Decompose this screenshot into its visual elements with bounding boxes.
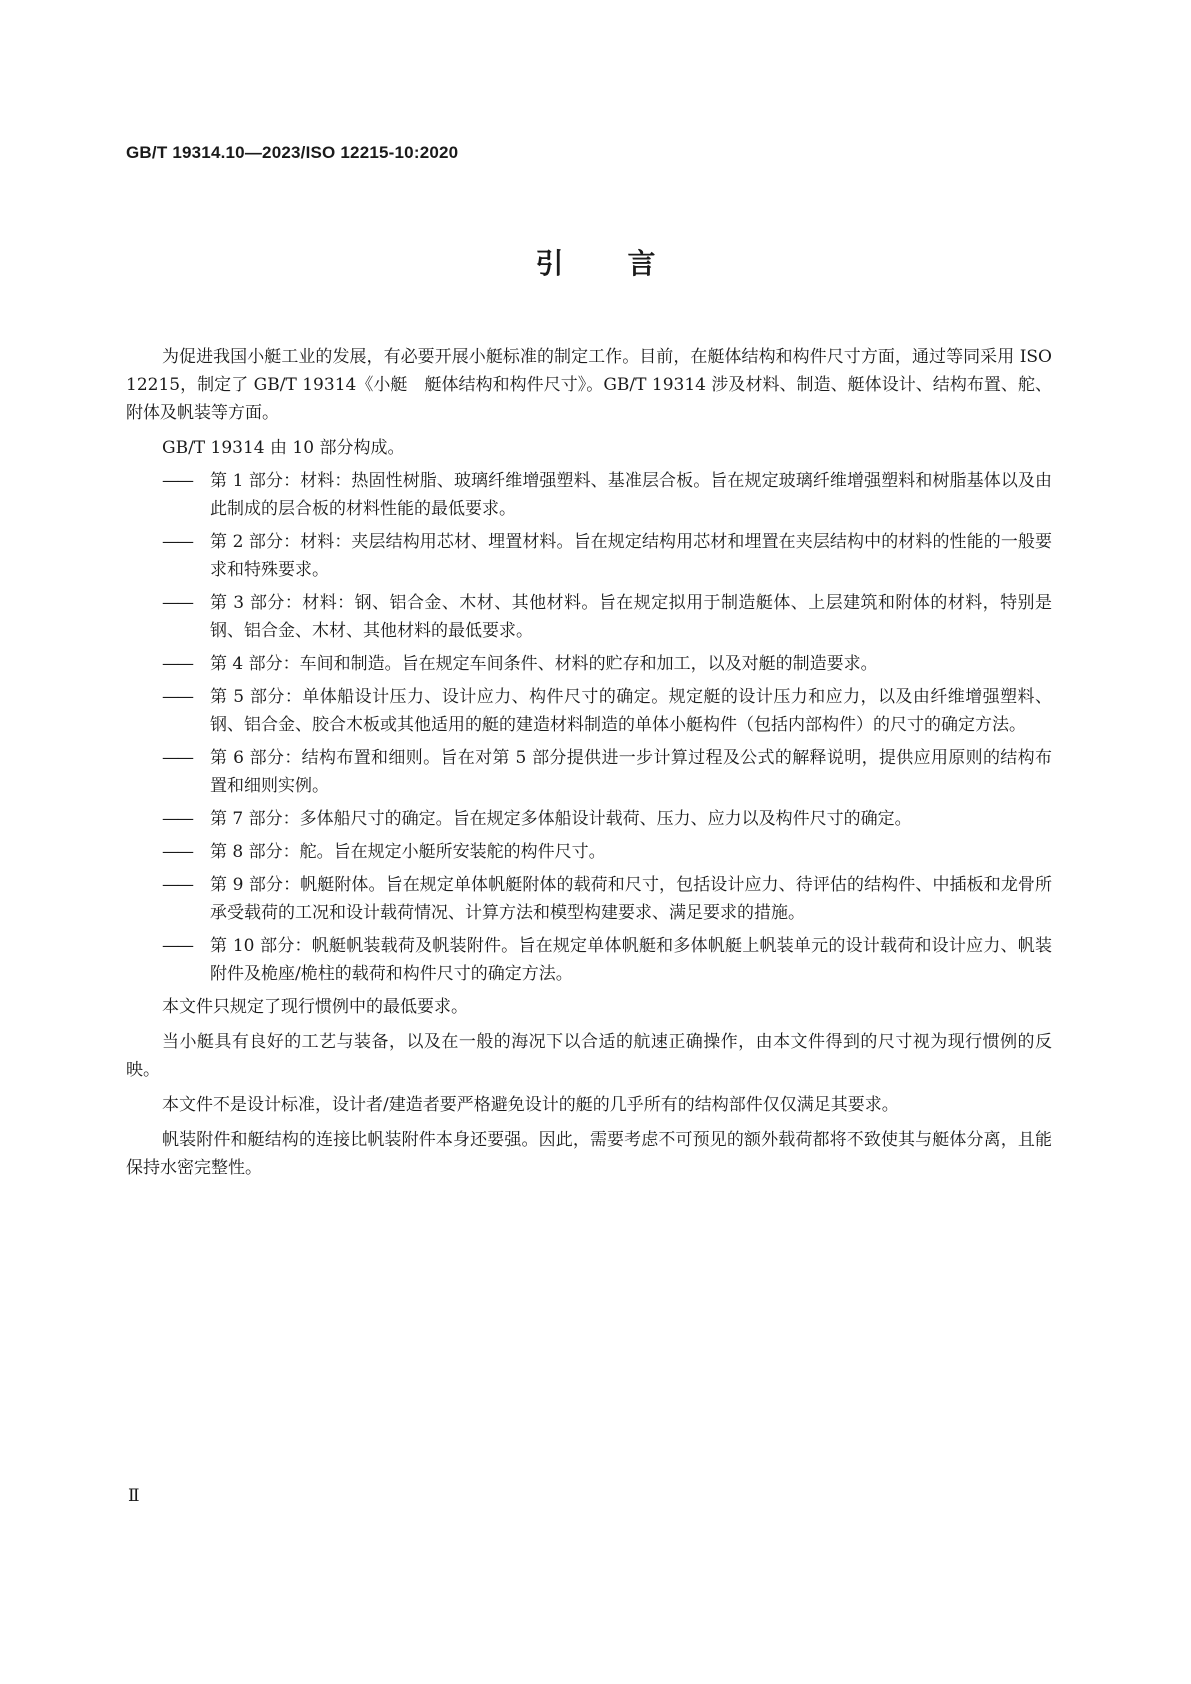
parts-list [126, 467, 1052, 988]
part-2-text: 第 2 部分：材料：夹层结构用芯材、埋置材料。旨在规定结构用芯材和埋置在夹层结构中的材料的性能的一般要求和特殊要求。 [210, 532, 1052, 580]
part-5-text: 第 5 部分：单体船设计压力、设计应力、构件尺寸的确定。规定艇的设计压力和应力，以及由纤维增强塑料、钢、铝合金、胶合木板或其他适用的艇的建造材料制造的单体小艇构件（包括内部构件）的尺寸的确定方法。 [210, 687, 1052, 735]
list-item [126, 589, 1052, 645]
intro-paragraph: 为促进我国小艇工业的发展，有必要开展小艇标准的制定工作。目前，在艇体结构和构件尺寸方面，通过等同采用 ISO 12215，制定了 GB/T 19314《小艇 艇体结构和构件尺寸》。GB/T 19314 涉及材料、制造、艇体设计、结构布置、舵、附体及帆装等方面。 [126, 347, 1052, 423]
dash-marker: —— [162, 654, 192, 674]
dash-marker: —— [162, 471, 192, 491]
document-header-code: GB/T 19314.10—2023/ISO 12215-10:2020 [126, 143, 459, 162]
part-4-text: 第 4 部分：车间和制造。旨在规定车间条件、材料的贮存和加工，以及对艇的制造要求。 [210, 654, 878, 674]
list-item [126, 838, 1052, 866]
dash-marker: —— [162, 748, 192, 768]
list-item [126, 467, 1052, 523]
document-body [126, 343, 1052, 1189]
page-number: Ⅱ [128, 1486, 140, 1506]
closing-paragraph-3: 本文件不是设计标准，设计者/建造者要严格避免设计的艇的几乎所有的结构部件仅仅满足其要求。 [162, 1095, 899, 1115]
list-item [126, 805, 1052, 833]
dash-marker: —— [162, 842, 192, 862]
list-item [126, 932, 1052, 988]
dash-marker: —— [162, 687, 192, 707]
part-10-text: 第 10 部分：帆艇帆装载荷及帆装附件。旨在规定单体帆艇和多体帆艇上帆装单元的设计载荷和设计应力、帆装附件及桅座/桅柱的载荷和构件尺寸的确定方法。 [210, 936, 1052, 984]
list-item [126, 650, 1052, 678]
part-3-text: 第 3 部分：材料：钢、铝合金、木材、其他材料。旨在规定拟用于制造艇体、上层建筑和附体的材料，特别是钢、铝合金、木材、其他材料的最低要求。 [210, 593, 1052, 641]
dash-marker: —— [162, 532, 192, 552]
list-item [126, 683, 1052, 739]
closing-paragraph-4: 帆装附件和艇结构的连接比帆装附件本身还要强。因此，需要考虑不可预见的额外载荷都将不致使其与艇体分离，且能保持水密完整性。 [126, 1130, 1052, 1178]
intro-parts-count: GB/T 19314 由 10 部分构成。 [162, 438, 405, 458]
closing-paragraph-2: 当小艇具有良好的工艺与装备，以及在一般的海况下以合适的航速正确操作，由本文件得到的尺寸视为现行惯例的反映。 [126, 1032, 1052, 1080]
dash-marker: —— [162, 875, 192, 895]
page-title: 引言 [535, 247, 720, 280]
dash-marker: —— [162, 593, 192, 613]
dash-marker: —— [162, 809, 192, 829]
dash-marker: —— [162, 936, 192, 956]
part-8-text: 第 8 部分：舵。旨在规定小艇所安装舵的构件尺寸。 [210, 842, 606, 862]
closing-paragraph-1: 本文件只规定了现行惯例中的最低要求。 [162, 997, 468, 1017]
list-item [126, 871, 1052, 927]
list-item [126, 744, 1052, 800]
part-6-text: 第 6 部分：结构布置和细则。旨在对第 5 部分提供进一步计算过程及公式的解释说明，提供应用原则的结构布置和细则实例。 [210, 748, 1052, 796]
part-1-text: 第 1 部分：材料：热固性树脂、玻璃纤维增强塑料、基准层合板。旨在规定玻璃纤维增强塑料和树脂基体以及由此制成的层合板的材料性能的最低要求。 [210, 471, 1052, 519]
part-7-text: 第 7 部分：多体船尺寸的确定。旨在规定多体船设计载荷、压力、应力以及构件尺寸的确定。 [210, 809, 912, 829]
part-9-text: 第 9 部分：帆艇附体。旨在规定单体帆艇附体的载荷和尺寸，包括设计应力、待评估的结构件、中插板和龙骨所承受载荷的工况和设计载荷情况、计算方法和模型构建要求、满足要求的措施。 [210, 875, 1052, 923]
list-item [126, 528, 1052, 584]
